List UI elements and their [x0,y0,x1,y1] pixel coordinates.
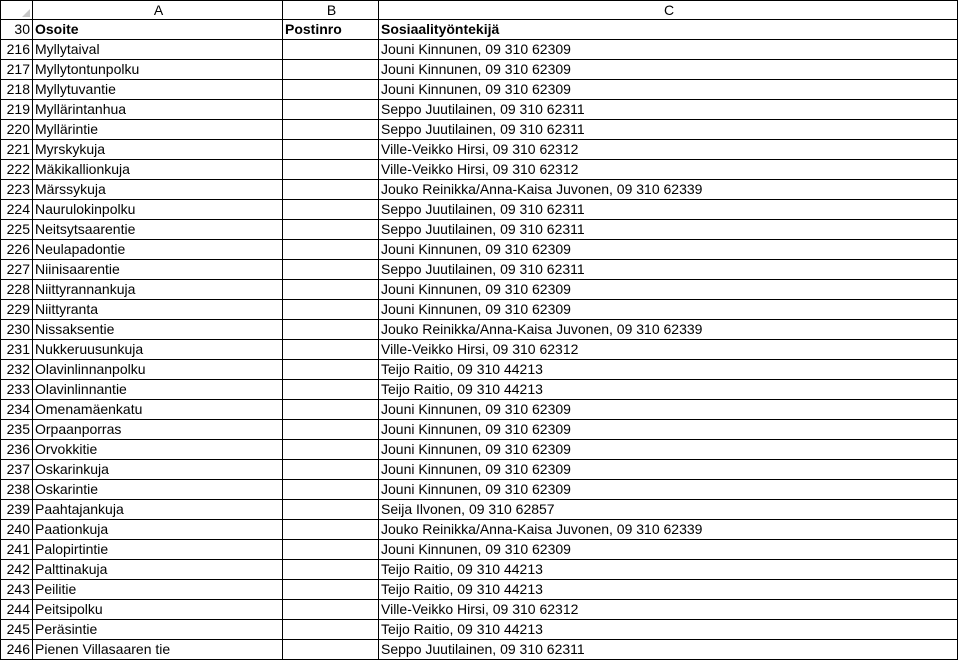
table-row [0,460,958,480]
table-row [0,340,958,360]
cell-sosiaalityontekija[interactable]: Teijo Raitio, 09 310 44213 [379,620,958,640]
cell-sosiaalityontekija[interactable]: Jouko Reinikka/Anna-Kaisa Juvonen, 09 310 62339 [379,320,958,340]
table-row [0,160,958,180]
cell-sosiaalityontekija[interactable]: Ville-Veikko Hirsi, 09 310 62312 [379,600,958,620]
row-number[interactable]: 232 [0,360,33,380]
cell-postinro[interactable] [283,260,379,280]
table-row [0,380,958,400]
row-number[interactable]: 227 [0,260,33,280]
cell-sosiaalityontekija[interactable]: Jouni Kinnunen, 09 310 62309 [379,440,958,460]
select-all-corner[interactable] [0,0,33,20]
cell-postinro[interactable] [283,580,379,600]
cell-sosiaalityontekija[interactable]: Teijo Raitio, 09 310 44213 [379,380,958,400]
cell-postinro[interactable] [283,160,379,180]
cell-sosiaalityontekija[interactable]: Jouni Kinnunen, 09 310 62309 [379,240,958,260]
cell-osoite[interactable]: Orpaanporras [33,420,283,440]
cell-postinro[interactable] [283,460,379,480]
table-row [0,580,958,600]
cell-postinro[interactable] [283,120,379,140]
row-number[interactable]: 229 [0,300,33,320]
cell-osoite[interactable]: Märssykuja [33,180,283,200]
cell-osoite[interactable]: Nukkeruusunkuja [33,340,283,360]
cell-postinro[interactable] [283,360,379,380]
cell-postinro[interactable] [283,600,379,620]
cell-sosiaalityontekija[interactable]: Jouni Kinnunen, 09 310 62309 [379,400,958,420]
table-row [0,320,958,340]
cell-postinro[interactable] [283,480,379,500]
table-row [0,500,958,520]
cell-osoite[interactable]: Olavinlinnantie [33,380,283,400]
data-rows [0,40,958,660]
cell-osoite[interactable]: Pienen Villasaaren tie [33,640,283,660]
row-number[interactable]: 222 [0,160,33,180]
cell-postinro[interactable] [283,220,379,240]
cell-sosiaalityontekija[interactable]: Seppo Juutilainen, 09 310 62311 [379,100,958,120]
cell-sosiaalityontekija[interactable]: Jouni Kinnunen, 09 310 62309 [379,40,958,60]
column-header-c[interactable]: C [379,0,958,20]
table-row [0,280,958,300]
cell-postinro[interactable] [283,140,379,160]
cell-sosiaalityontekija-header[interactable]: Sosiaalityöntekijä [379,20,958,40]
cell-sosiaalityontekija[interactable]: Teijo Raitio, 09 310 44213 [379,580,958,600]
cell-osoite[interactable]: Peräsintie [33,620,283,640]
row-number[interactable]: 241 [0,540,33,560]
row-number[interactable]: 245 [0,620,33,640]
row-number[interactable]: 231 [0,340,33,360]
cell-postinro-header[interactable]: Postinro [283,20,379,40]
row-number[interactable]: 244 [0,600,33,620]
cell-osoite[interactable]: Niinisaarentie [33,260,283,280]
cell-sosiaalityontekija[interactable]: Jouni Kinnunen, 09 310 62309 [379,460,958,480]
cell-postinro[interactable] [283,380,379,400]
cell-sosiaalityontekija[interactable]: Seppo Juutilainen, 09 310 62311 [379,260,958,280]
cell-osoite[interactable]: Myllytontunpolku [33,60,283,80]
row-number[interactable]: 30 [0,20,33,40]
table-row [0,240,958,260]
cell-sosiaalityontekija[interactable]: Jouni Kinnunen, 09 310 62309 [379,60,958,80]
cell-sosiaalityontekija[interactable]: Ville-Veikko Hirsi, 09 310 62312 [379,160,958,180]
row-number[interactable]: 236 [0,440,33,460]
cell-postinro[interactable] [283,40,379,60]
row-number[interactable]: 216 [0,40,33,60]
cell-sosiaalityontekija[interactable]: Seppo Juutilainen, 09 310 62311 [379,640,958,660]
cell-postinro[interactable] [283,420,379,440]
cell-osoite[interactable]: Myrskykuja [33,140,283,160]
cell-osoite[interactable]: Orvokkitie [33,440,283,460]
cell-postinro[interactable] [283,440,379,460]
table-row [0,220,958,240]
cell-osoite[interactable]: Omenamäenkatu [33,400,283,420]
row-number[interactable]: 217 [0,60,33,80]
cell-postinro[interactable] [283,80,379,100]
cell-osoite[interactable]: Myllytaival [33,40,283,60]
cell-osoite[interactable]: Neitsytsaarentie [33,220,283,240]
cell-postinro[interactable] [283,280,379,300]
cell-osoite[interactable]: Peilitie [33,580,283,600]
cell-postinro[interactable] [283,640,379,660]
cell-postinro[interactable] [283,320,379,340]
cell-sosiaalityontekija[interactable]: Seppo Juutilainen, 09 310 62311 [379,120,958,140]
row-number[interactable]: 239 [0,500,33,520]
cell-postinro[interactable] [283,400,379,420]
row-number[interactable]: 243 [0,580,33,600]
table-row [0,180,958,200]
row-number[interactable]: 234 [0,400,33,420]
table-row [0,300,958,320]
cell-sosiaalityontekija[interactable]: Seppo Juutilainen, 09 310 62311 [379,200,958,220]
row-number[interactable]: 220 [0,120,33,140]
cell-osoite[interactable]: Oskarintie [33,480,283,500]
row-number[interactable]: 218 [0,80,33,100]
cell-osoite[interactable]: Mäkikallionkuja [33,160,283,180]
table-row [0,260,958,280]
cell-sosiaalityontekija[interactable]: Jouni Kinnunen, 09 310 62309 [379,300,958,320]
cell-sosiaalityontekija[interactable]: Jouni Kinnunen, 09 310 62309 [379,280,958,300]
table-row [0,640,958,660]
cell-postinro[interactable] [283,520,379,540]
cell-sosiaalityontekija[interactable]: Seppo Juutilainen, 09 310 62311 [379,220,958,240]
cell-sosiaalityontekija[interactable]: Jouni Kinnunen, 09 310 62309 [379,420,958,440]
table-row [0,120,958,140]
table-row [0,80,958,100]
table-row [0,600,958,620]
row-number[interactable]: 226 [0,240,33,260]
table-row [0,560,958,580]
table-row [0,360,958,380]
cell-sosiaalityontekija[interactable]: Jouko Reinikka/Anna-Kaisa Juvonen, 09 310 62339 [379,180,958,200]
cell-sosiaalityontekija[interactable]: Ville-Veikko Hirsi, 09 310 62312 [379,340,958,360]
column-header-a[interactable]: A [33,0,283,20]
cell-osoite[interactable]: Niittyranta [33,300,283,320]
table-row [0,540,958,560]
cell-postinro[interactable] [283,540,379,560]
row-number[interactable]: 223 [0,180,33,200]
row-number[interactable]: 246 [0,640,33,660]
cell-sosiaalityontekija[interactable]: Ville-Veikko Hirsi, 09 310 62312 [379,140,958,160]
cell-postinro[interactable] [283,300,379,320]
cell-postinro[interactable] [283,200,379,220]
cell-osoite[interactable]: Nissaksentie [33,320,283,340]
cell-osoite[interactable]: Niittyrannankuja [33,280,283,300]
cell-sosiaalityontekija[interactable]: Teijo Raitio, 09 310 44213 [379,560,958,580]
column-header-row [0,0,958,20]
cell-sosiaalityontekija[interactable]: Seija Ilvonen, 09 310 62857 [379,500,958,520]
table-row [0,200,958,220]
cell-osoite[interactable]: Myllärintie [33,120,283,140]
cell-postinro[interactable] [283,500,379,520]
cell-osoite[interactable]: Paationkuja [33,520,283,540]
row-number[interactable]: 238 [0,480,33,500]
row-number[interactable]: 240 [0,520,33,540]
table-row [0,400,958,420]
cell-sosiaalityontekija[interactable]: Jouni Kinnunen, 09 310 62309 [379,480,958,500]
cell-osoite[interactable]: Naurulokinpolku [33,200,283,220]
cell-postinro[interactable] [283,180,379,200]
row-number[interactable]: 237 [0,460,33,480]
cell-postinro[interactable] [283,620,379,640]
cell-sosiaalityontekija[interactable]: Teijo Raitio, 09 310 44213 [379,360,958,380]
cell-sosiaalityontekija[interactable]: Jouni Kinnunen, 09 310 62309 [379,540,958,560]
row-number[interactable]: 219 [0,100,33,120]
cell-osoite[interactable]: Palttinakuja [33,560,283,580]
cell-osoite[interactable]: Myllärintanhua [33,100,283,120]
cell-osoite-header[interactable]: Osoite [33,20,283,40]
row-number[interactable]: 233 [0,380,33,400]
cell-osoite[interactable]: Palopirtintie [33,540,283,560]
cell-postinro[interactable] [283,340,379,360]
cell-osoite[interactable]: Peitsipolku [33,600,283,620]
cell-osoite[interactable]: Myllytuvantie [33,80,283,100]
cell-sosiaalityontekija[interactable]: Jouko Reinikka/Anna-Kaisa Juvonen, 09 310 62339 [379,520,958,540]
table-row [0,140,958,160]
table-row [0,100,958,120]
table-row [0,480,958,500]
row-number[interactable]: 228 [0,280,33,300]
cell-osoite[interactable]: Paahtajankuja [33,500,283,520]
row-number[interactable]: 224 [0,200,33,220]
cell-postinro[interactable] [283,240,379,260]
table-row [0,520,958,540]
table-row [0,40,958,60]
table-row [0,60,958,80]
row-number[interactable]: 221 [0,140,33,160]
row-number[interactable]: 242 [0,560,33,580]
cell-postinro[interactable] [283,100,379,120]
cell-sosiaalityontekija[interactable]: Jouni Kinnunen, 09 310 62309 [379,80,958,100]
column-header-b[interactable]: B [283,0,379,20]
cell-osoite[interactable]: Neulapadontie [33,240,283,260]
table-row [0,420,958,440]
cell-postinro[interactable] [283,560,379,580]
row-number[interactable]: 235 [0,420,33,440]
cell-postinro[interactable] [283,60,379,80]
row-number[interactable]: 225 [0,220,33,240]
cell-osoite[interactable]: Olavinlinnanpolku [33,360,283,380]
cell-osoite[interactable]: Oskarinkuja [33,460,283,480]
table-row [0,620,958,640]
table-row [0,440,958,460]
header-data-row [0,20,958,40]
row-number[interactable]: 230 [0,320,33,340]
